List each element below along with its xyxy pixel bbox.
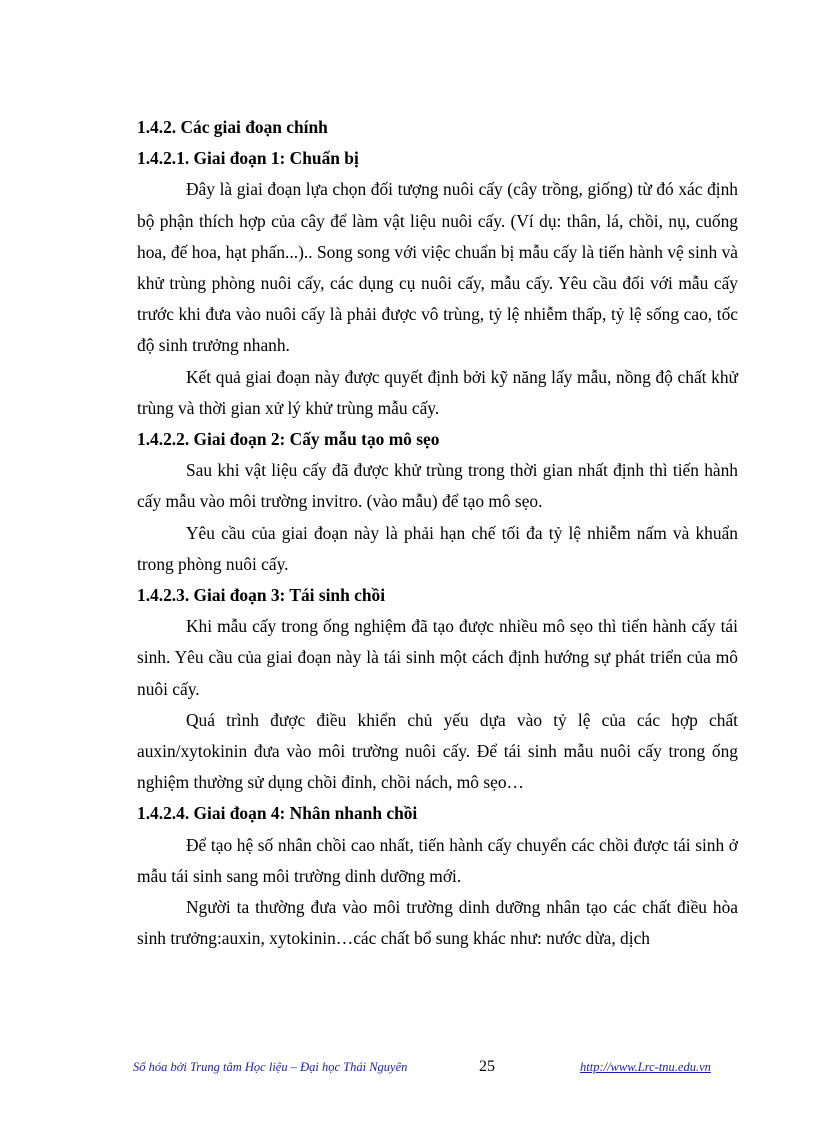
page-number: 25 — [479, 1058, 495, 1075]
section-heading-stage-3: 1.4.2.3. Giai đoạn 3: Tái sinh chồi — [137, 585, 386, 606]
footer-source-text: Số hóa bởi Trung tâm Học liệu – Đại học Thái Nguyên — [133, 1060, 408, 1074]
paragraph: Sau khi vật liệu cấy đã được khử trùng trong thời gian nhất định thì tiến hành cấy mẫu vào môi trường invitro. (vào mẫu) để tạo mô sẹo. — [137, 460, 738, 512]
paragraph: Quá trình được điều khiển chủ yếu dựa vào tỷ lệ của các hợp chất auxin/xytokinin đưa vào môi trường nuôi cấy. Để tái sinh mẫu nuôi cấy trong ống nghiệm thường sử dụng chồi đỉnh, chồi nách, mô sẹo… — [137, 709, 738, 793]
page-footer — [0, 1058, 816, 1080]
paragraph: Để tạo hệ số nhân chồi cao nhất, tiến hành cấy chuyển các chồi được tái sinh ở mẫu tái sinh sang môi trường dinh dưỡng mới. — [137, 834, 738, 886]
section-heading-stage-2: 1.4.2.2. Giai đoạn 2: Cấy mẫu tạo mô sẹo — [137, 429, 440, 450]
footer-website-link[interactable]: http://www.Lrc-tnu.edu.vn — [580, 1060, 711, 1074]
section-heading-main-stages: 1.4.2. Các giai đoạn chính — [137, 117, 328, 137]
section-heading-stage-1: 1.4.2.1. Giai đoạn 1: Chuẩn bị — [137, 148, 359, 169]
document-body — [137, 112, 738, 954]
paragraph: Kết quả giai đoạn này được quyết định bởi kỹ năng lấy mẫu, nồng độ chất khử trùng và thời gian xử lý khử trùng mẫu cấy. — [137, 366, 738, 418]
paragraph: Người ta thường đưa vào môi trường dinh dưỡng nhân tạo các chất điều hòa sinh trưởng:auxin, xytokinin…các chất bổ sung khác như: nước dừa, dịch — [137, 897, 738, 949]
paragraph: Đây là giai đoạn lựa chọn đối tượng nuôi cấy (cây trồng, giống) từ đó xác định bộ phận thích hợp của cây để làm vật liệu nuôi cấy. (Ví dụ: thân, lá, chồi, nụ, cuống hoa, đế hoa, hạt phấn...).. Song song với việc chuẩn bị mẫu cấy là tiến hành vệ sinh và khử trùng phòng nuôi cấy, các dụng cụ nuôi cấy, mẫu cấy. Yêu cầu đối với mẫu cấy trước khi đưa vào nuôi cấy là phải được vô trùng, tỷ lệ nhiễm thấp, tỷ lệ sống cao, tốc độ sinh trưởng nhanh. — [137, 179, 738, 356]
paragraph: Khi mẫu cấy trong ống nghiệm đã tạo được nhiều mô sẹo thì tiến hành cấy tái sinh. Yêu cầu của giai đoạn này là tái sinh một cách định hướng sự phát triển của mô nuôi cấy. — [137, 616, 738, 699]
section-heading-stage-4: 1.4.2.4. Giai đoạn 4: Nhân nhanh chồi — [137, 803, 418, 824]
paragraph: Yêu cầu của giai đoạn này là phải hạn chế tối đa tỷ lệ nhiễm nấm và khuẩn trong phòng nuôi cấy. — [137, 522, 738, 574]
